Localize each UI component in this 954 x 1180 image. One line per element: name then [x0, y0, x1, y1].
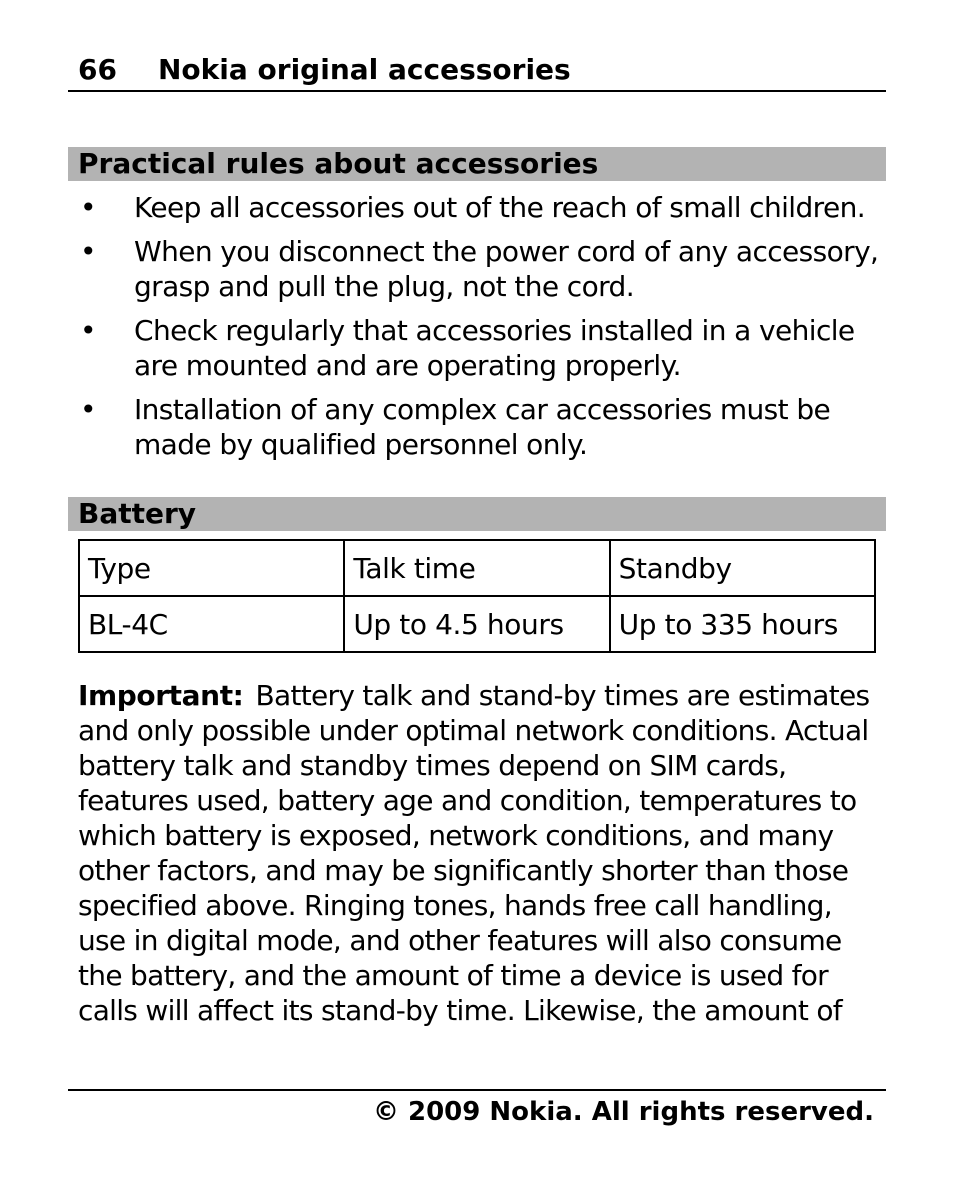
bullet-icon: •	[80, 314, 96, 347]
copyright-notice: © 2009 Nokia. All rights reserved.	[372, 1097, 874, 1127]
table-cell: Up to 4.5 hours	[344, 596, 609, 652]
important-note	[78, 678, 886, 1028]
list-item	[68, 234, 886, 304]
list-item-text: Keep all accessories out of the reach of small children.	[134, 191, 866, 224]
list-item-text: When you disconnect the power cord of any accessory, grasp and pull the plug, not the cord.	[134, 235, 879, 303]
important-label: Important:	[78, 679, 244, 712]
chapter-title: Nokia original accessories	[158, 53, 571, 86]
battery-table	[78, 539, 876, 653]
bullet-icon: •	[80, 235, 96, 268]
page-footer	[68, 1089, 886, 1127]
section-heading-text: Battery	[78, 497, 197, 530]
section-heading-battery	[68, 497, 886, 531]
list-item-text: Installation of any complex car accessories must be made by qualified personnel only.	[134, 393, 831, 461]
page-number: 66	[78, 53, 117, 86]
list-item	[68, 190, 886, 225]
table-cell: Up to 335 hours	[610, 596, 875, 652]
important-text: Battery talk and stand-by times are estimates and only possible under optimal network conditions. Actual battery talk and standby times depend on SIM cards, features used, battery age and condition, temperatures to which battery is exposed, network conditions, and many other factors, and may be significantly shorter than those specified above. Ringing tones, hands free call handling, use in digital mode, and other features will also consume the battery, and the amount of time a device is used for calls will affect its stand-by time. Likewise, the amount of	[78, 679, 870, 1027]
section-heading-text: Practical rules about accessories	[78, 147, 599, 180]
table-header-cell: Standby	[610, 540, 875, 596]
table-header-cell: Type	[79, 540, 344, 596]
table-cell: BL-4C	[79, 596, 344, 652]
list-item-text: Check regularly that accessories installed in a vehicle are mounted and are operating properly.	[134, 314, 855, 382]
bullet-icon: •	[80, 191, 96, 224]
rules-list	[68, 190, 886, 471]
table-header-cell: Talk time	[344, 540, 609, 596]
section-heading-practical-rules	[68, 147, 886, 181]
bullet-icon: •	[80, 393, 96, 426]
table-row	[79, 596, 875, 652]
list-item	[68, 392, 886, 462]
table-header-row	[79, 540, 875, 596]
list-item	[68, 313, 886, 383]
page-header	[68, 50, 886, 92]
